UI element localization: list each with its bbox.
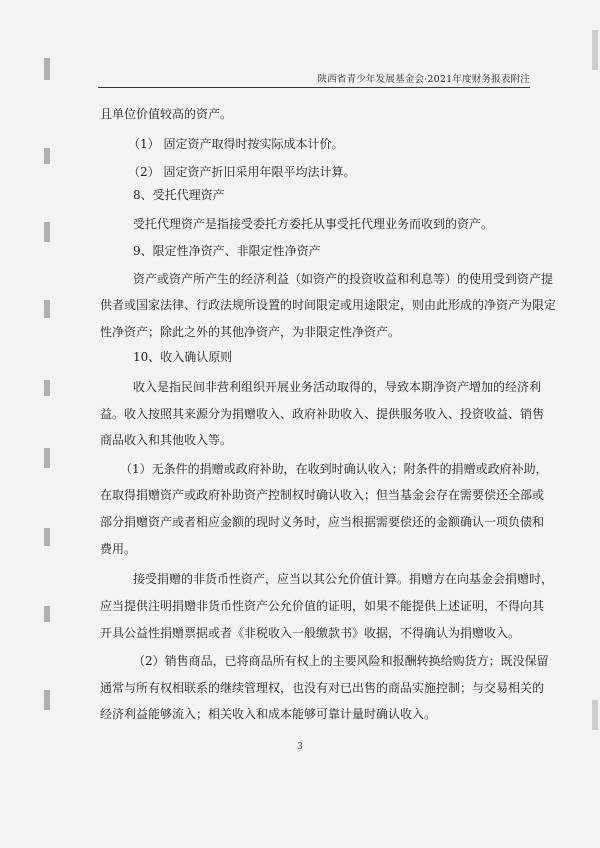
body-line: 收入是指民间非营利组织开展业务活动取得的，导致本期净资产增加的经济利	[133, 380, 542, 394]
scan-edge-mark	[592, 700, 598, 730]
section-heading: 8、受托代理资产	[133, 188, 225, 202]
body-line: 部分捐赠资产或者相应金额的现时义务时，应当根据需要偿还的金额确认一项负债和	[100, 515, 545, 529]
body-line: 商品收入和其他收入等。	[100, 433, 233, 447]
section-heading: 10、收入确认原则	[133, 350, 233, 364]
body-line: 在取得捐赠资产或政府补助资产控制权时确认收入；但当基金会存在需要偿还全部或	[100, 488, 545, 502]
body-line: （1） 固定资产取得时按实际成本计价。	[128, 137, 344, 151]
body-line: 开具公益性捐赠票据或者《非税收入一般缴款书》收据，不得确认为捐赠收入。	[100, 626, 521, 640]
binding-mark	[44, 300, 50, 318]
binding-mark	[44, 58, 50, 80]
section-heading: 9、限定性净资产、非限定性净资产	[133, 244, 321, 258]
body-line: 经济利益能够流入；相关收入和成本能够可靠计量时确认收入。	[100, 707, 437, 721]
page-header: 陕西省青少年发展基金会·2021年度财务报表附注	[317, 74, 530, 85]
page-number: 3	[297, 742, 303, 752]
body-line: （1）无条件的捐赠或政府补助，在收到时确认收入；附条件的捐赠或政府补助，	[120, 462, 548, 476]
binding-mark	[44, 606, 50, 622]
body-line: （2）销售商品，已将商品所有权上的主要风险和报酬转换给购货方；既没保留	[133, 654, 549, 668]
binding-mark	[44, 148, 50, 164]
body-line: 通常与所有权相联系的继续管理权，也没有对已出售的商品实施控制；与交易相关的	[100, 681, 545, 695]
scan-edge-mark	[592, 30, 598, 70]
binding-mark	[44, 690, 50, 710]
binding-mark	[44, 528, 50, 546]
body-line: 益。收入按照其来源分为捐赠收入、政府补助收入、提供服务收入、投资收益、销售	[100, 407, 545, 421]
binding-mark	[44, 222, 50, 242]
body-line: 应当提供注明捐赠非货币性资产公允价值的证明，如果不能提供上述证明，不得向其	[100, 599, 545, 613]
body-line: 受托代理资产是指接受委托方委托从事受托代理业务而收到的资产。	[133, 217, 494, 231]
binding-mark	[44, 380, 50, 396]
body-line: 且单位价值较高的资产。	[100, 107, 233, 121]
body-line: 性净资产；除此之外的其他净资产，为非限定性净资产。	[100, 325, 401, 339]
body-line: 供者或国家法律、行政法规所设置的时间限定或用途限定，则由此形成的净资产为限定	[100, 298, 557, 312]
body-line: （2） 固定资产折旧采用年限平均法计算。	[128, 165, 356, 179]
binding-mark	[44, 448, 50, 468]
body-line: 资产或资产所产生的经济利益（如资产的投资收益和利息等）的使用受到资产提	[133, 272, 554, 286]
header-divider	[98, 87, 530, 88]
body-line: 费用。	[100, 542, 137, 556]
body-line: 接受捐赠的非货币性资产，应当以其公允价值计算。捐赠方在向基金会捐赠时，	[133, 572, 554, 586]
